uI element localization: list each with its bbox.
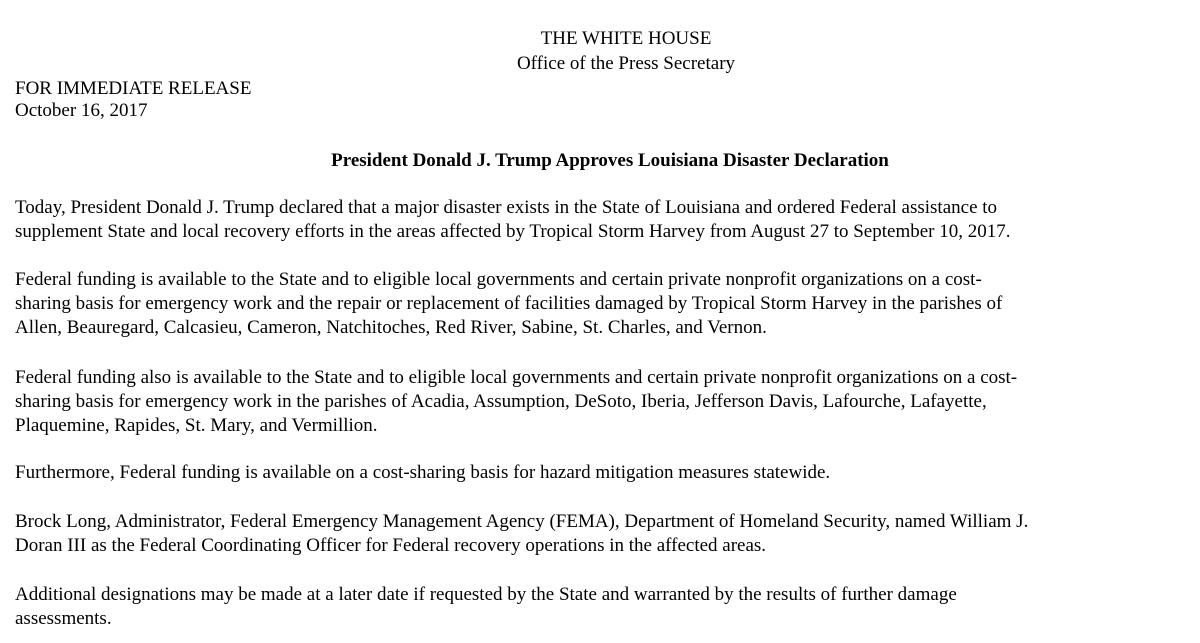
document-title: President Donald J. Trump Approves Louisiana Disaster Declaration [331, 150, 889, 171]
paragraph-funding-facilities [15, 268, 1190, 340]
paragraph-line: Additional designations may be made at a later date if requested by the State and warranted by the results of further damage [15, 584, 957, 605]
release-date: October 16, 2017 [15, 100, 148, 121]
paragraph-line: Doran III as the Federal Coordinating Officer for Federal recovery operations in the affected areas. [15, 535, 767, 556]
paragraph-line: Federal funding is available to the State and to eligible local governments and certain private nonprofit organizations on a cost- [15, 269, 982, 290]
paragraph-line: Furthermore, Federal funding is available on a cost-sharing basis for hazard mitigation measures statewide. [15, 462, 831, 483]
paragraph-hazard-mitigation [15, 461, 1190, 485]
paragraph-coordinating-officer [15, 510, 1190, 558]
paragraph-line: Today, President Donald J. Trump declared that a major disaster exists in the State of Louisiana and ordered Federal assistance to [15, 197, 998, 218]
office-name: Office of the Press Secretary [516, 53, 736, 74]
paragraph-line: Brock Long, Administrator, Federal Emergency Management Agency (FEMA), Department of Homeland Security, named William J. [15, 511, 1029, 532]
paragraph-line: Federal funding also is available to the State and to eligible local governments and certain private nonprofit organizations on a cost- [15, 367, 1018, 388]
paragraph-line: assessments. [15, 608, 112, 629]
release-label: FOR IMMEDIATE RELEASE [15, 78, 252, 99]
document-header [0, 26, 1200, 76]
paragraph-funding-emergency [15, 366, 1190, 438]
paragraph-additional-designations [15, 583, 1190, 631]
paragraph-line: supplement State and local recovery efforts in the areas affected by Tropical Storm Harvey from August 27 to September 10, 2017. [15, 221, 1011, 242]
paragraph-line: Plaquemine, Rapides, St. Mary, and Vermillion. [15, 415, 378, 436]
paragraph-line: sharing basis for emergency work and the repair or replacement of facilities damaged by Tropical Storm Harvey in the parishes of [15, 293, 1003, 314]
paragraph-line: sharing basis for emergency work in the parishes of Acadia, Assumption, DeSoto, Iberia, Jefferson Davis, Lafourche, Lafayette, [15, 391, 987, 412]
paragraph-declaration [15, 196, 1190, 244]
organization-name: THE WHITE HOUSE [540, 28, 712, 49]
release-info [15, 78, 251, 122]
paragraph-line: Allen, Beauregard, Calcasieu, Cameron, Natchitoches, Red River, Sabine, St. Charles, and Vernon. [15, 317, 767, 338]
